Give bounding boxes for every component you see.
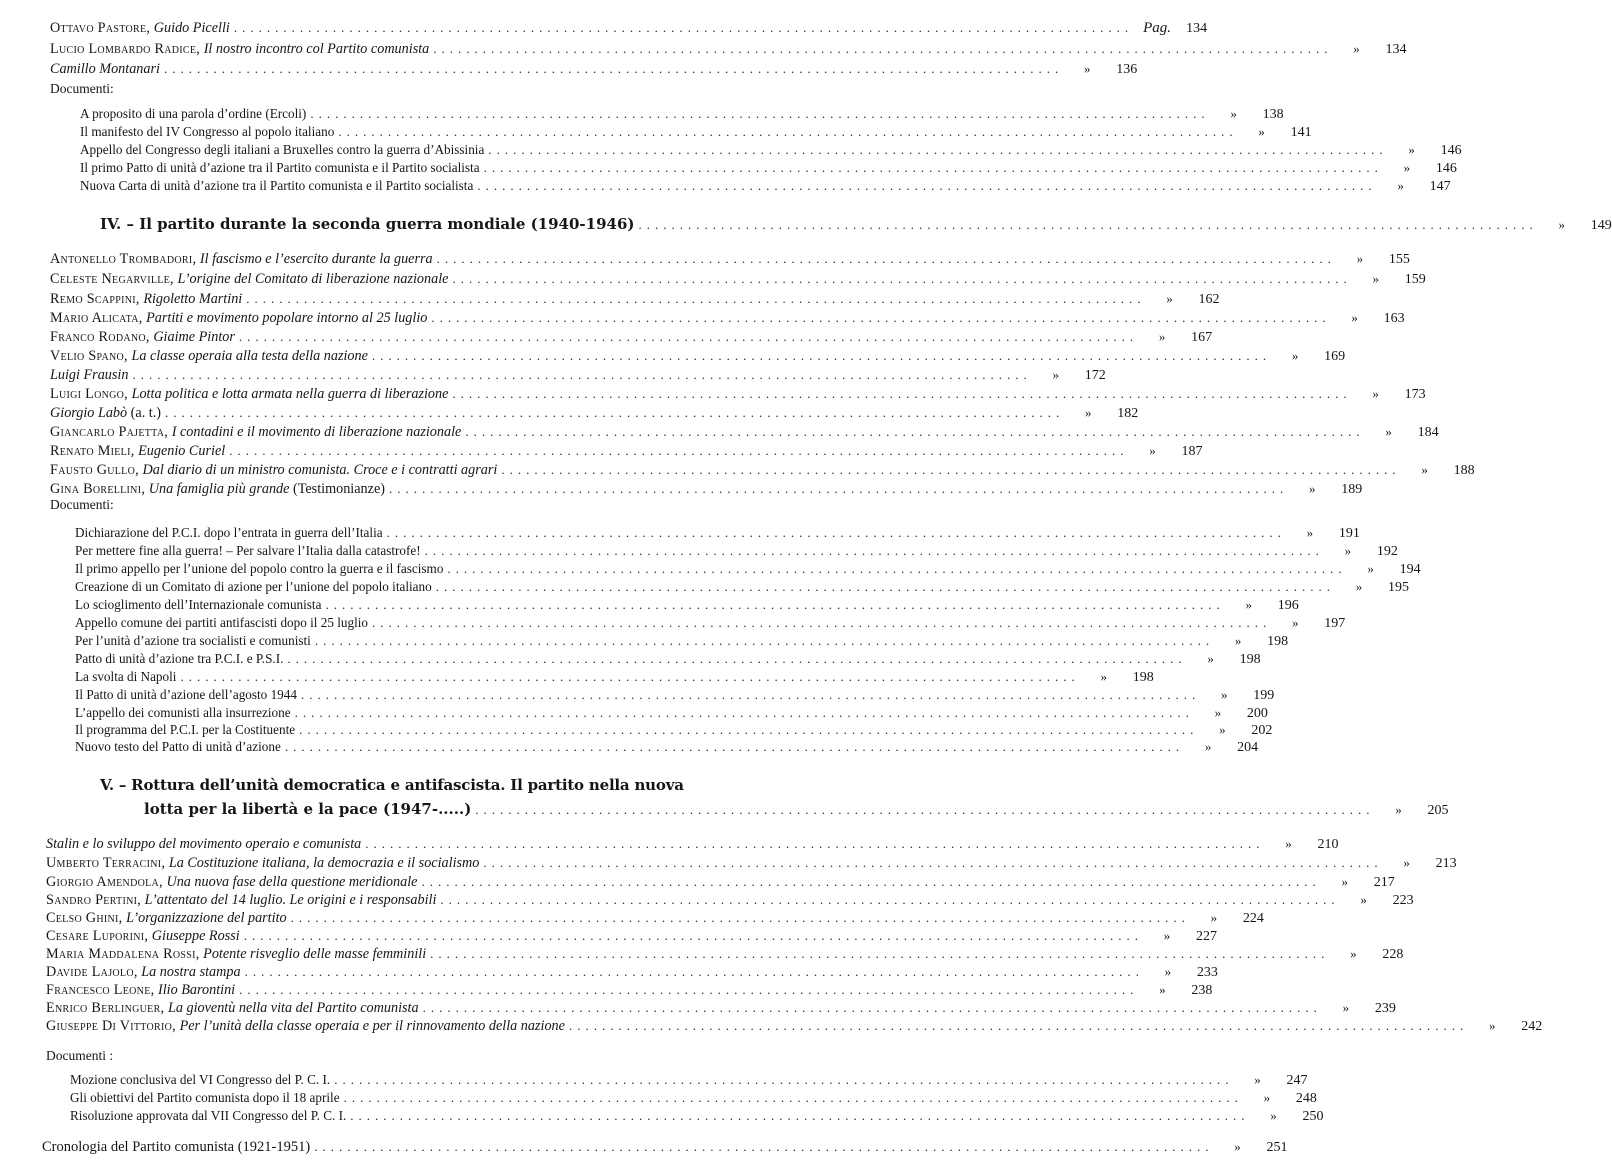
leader-dots: ............................................................................................................. (430, 946, 1330, 961)
entry-title: Luigi Frausin (50, 367, 129, 383)
document-title: Appello del Congresso degli italiani a Bruxelles contro la guerra d’Abissinia (80, 142, 485, 157)
entry-author: Maria Maddalena Rossi, (46, 946, 200, 962)
entry-page: 189 (1341, 482, 1363, 497)
leader-dots: ............................................................................................................. (284, 739, 1185, 754)
ditto-mark: » (1344, 543, 1352, 558)
document-page: 191 (1338, 526, 1360, 541)
entry-title: L’organizzazione del partito (126, 910, 287, 926)
entry-title: I contadini e il movimento di liberazione nazionale (171, 424, 462, 440)
document-entry (75, 560, 1421, 578)
ditto-mark: » (1403, 160, 1411, 175)
toc-entry (46, 909, 1264, 927)
leader-dots: ............................................................................................................. (440, 892, 1340, 907)
entry-page: 134 (1186, 21, 1208, 36)
entry-page: 217 (1373, 875, 1395, 890)
toc-entry (50, 250, 1410, 268)
ditto-mark: » (1360, 892, 1367, 907)
entry-page: 223 (1392, 893, 1414, 908)
documenti-label: Documenti : (46, 1048, 114, 1063)
leader-dots: ............................................................................................................. (483, 160, 1383, 175)
entry-title: La Costituzione italiana, la democrazia e il socialismo (168, 855, 480, 871)
section-heading-v-line2 (144, 798, 1449, 820)
toc-entry (50, 309, 1405, 327)
ditto-mark: » (1204, 739, 1212, 754)
entry-page: 136 (1116, 62, 1138, 77)
document-page: 138 (1262, 107, 1284, 122)
chronology-entry (42, 1138, 1288, 1156)
entry-author: Celeste Negarville, (50, 271, 174, 287)
entry-author: Luigi Longo, (50, 386, 129, 402)
document-entry (80, 105, 1284, 123)
entry-title: Una famiglia più grande (148, 481, 290, 497)
document-entry (75, 542, 1398, 560)
ditto-mark: » (1163, 928, 1171, 943)
document-title: Risoluzione approvata dal VII Congresso del P. C. I. (70, 1108, 347, 1123)
ditto-mark: » (1210, 910, 1218, 925)
entry-author: Sandro Pertini, (46, 892, 142, 908)
entry-page: 239 (1374, 1001, 1396, 1016)
entry-author: Umberto Terracini, (46, 855, 166, 871)
entry-author: Celso Ghini, (46, 910, 123, 926)
entry-title: Stalin e lo sviluppo del movimento operaio e comunista (46, 836, 362, 852)
entry-title: Per l’unità della classe operaia e per il rinnovamento della nazione (179, 1018, 565, 1034)
entry-page: 169 (1324, 349, 1346, 364)
document-page: 200 (1246, 706, 1268, 721)
ditto-mark: » (1245, 597, 1252, 612)
document-title: Patto di unità d’azione tra P.C.I. e P.S.I. (75, 651, 284, 666)
ditto-mark: » (1342, 1000, 1350, 1015)
document-title: Il Patto di unità d’azione dell’agosto 1944 (75, 687, 297, 702)
ditto-mark: » (1292, 615, 1299, 630)
toc-entry (50, 290, 1220, 308)
toc-entry (50, 385, 1426, 403)
toc-entry (50, 328, 1213, 346)
ditto-mark: » (1367, 561, 1374, 576)
page-label: Pag. (1143, 20, 1172, 36)
ditto-mark: » (1285, 836, 1292, 851)
ditto-mark: » (1385, 424, 1392, 439)
ditto-mark: » (1085, 405, 1092, 420)
document-title: Lo scioglimento dell’Internazionale comunista (75, 597, 322, 612)
ditto-mark: » (1052, 367, 1059, 382)
document-entry (80, 141, 1462, 159)
ditto-mark: » (1488, 1018, 1496, 1033)
document-title: Creazione di un Comitato di azione per l’unione del popolo italiano (75, 579, 432, 594)
entry-author: Mario Alicata, (50, 310, 143, 326)
entry-title: L’origine del Comitato di liberazione nazionale (177, 271, 449, 287)
leader-dots: ............................................................................................................. (431, 310, 1331, 325)
document-entry (75, 668, 1154, 686)
toc-entry (50, 347, 1346, 365)
leader-dots: ............................................................................................................. (300, 687, 1201, 702)
document-title: L’appello dei comunisti alla insurrezione (75, 705, 291, 720)
leader-dots: ............................................................................................................. (325, 597, 1225, 612)
document-page: 141 (1290, 125, 1312, 140)
entry-title: La gioventù nella vita del Partito comunista (167, 1000, 419, 1016)
entry-note: (Testimonianze) (292, 481, 385, 497)
document-title: Il manifesto del IV Congresso al popolo italiano (80, 124, 335, 139)
entry-page: 172 (1084, 368, 1106, 383)
document-entry (70, 1107, 1324, 1125)
entry-title: Lotta politica e lotta armata nella guerra di liberazione (131, 386, 449, 402)
leader-dots: ............................................................................................................. (243, 928, 1143, 943)
document-page: 146 (1435, 161, 1457, 176)
ditto-mark: » (1403, 855, 1410, 870)
ditto-mark: » (1356, 251, 1364, 266)
ditto-mark: » (1166, 291, 1173, 306)
document-page: 196 (1277, 598, 1299, 613)
document-page: 194 (1399, 562, 1421, 577)
leader-dots: ............................................................................................................. (447, 561, 1347, 576)
section-page: 149 (1590, 218, 1612, 233)
document-title: La svolta di Napoli (75, 669, 177, 684)
ditto-mark: » (1100, 669, 1107, 684)
toc-entry (46, 835, 1339, 853)
entry-page: 173 (1404, 387, 1426, 402)
leader-dots: ............................................................................................................. (475, 802, 1375, 817)
entry-title: Partiti e movimento popolare intorno al 25 luglio (146, 310, 428, 326)
entry-title: La nostra stampa (141, 964, 241, 980)
document-page: 247 (1286, 1073, 1308, 1088)
leader-dots: ............................................................................................................. (310, 106, 1210, 121)
ditto-mark: » (1149, 443, 1156, 458)
leader-dots: ............................................................................................................. (132, 367, 1032, 382)
toc-entry (50, 480, 1363, 498)
leader-dots: ............................................................................................................. (436, 251, 1336, 266)
leader-dots: ............................................................................................................. (372, 615, 1272, 630)
leader-dots: ............................................................................................................. (371, 348, 1272, 363)
section-title: lotta per la libertà e la pace (1947-.....) (144, 800, 472, 818)
ditto-mark: » (1306, 525, 1314, 540)
leader-dots: ............................................................................................................. (233, 20, 1134, 35)
entry-author: Giorgio Amendola, (46, 874, 163, 890)
entry-page: 187 (1181, 444, 1203, 459)
ditto-mark: » (1395, 802, 1402, 817)
entry-author: Fausto Gullo, (50, 462, 139, 478)
ditto-mark: » (1164, 964, 1172, 979)
document-page: 198 (1267, 634, 1289, 649)
document-page: 198 (1132, 670, 1154, 685)
toc-entry (50, 270, 1426, 288)
document-page: 199 (1253, 688, 1275, 703)
toc-entry (50, 366, 1106, 384)
entry-title: Eugenio Curiel (138, 443, 226, 459)
document-title: Dichiarazione del P.C.I. dopo l’entrata in guerra dell’Italia (75, 525, 383, 540)
section-title: IV. – Il partito durante la seconda guerra mondiale (1940-1946) (100, 215, 635, 233)
document-entry (75, 632, 1289, 650)
leader-dots: ............................................................................................................. (290, 910, 1190, 925)
leader-dots: ............................................................................................................. (287, 651, 1187, 666)
entry-page: 210 (1317, 837, 1339, 852)
document-entry (75, 738, 1259, 756)
ditto-mark: » (1159, 982, 1166, 997)
toc-entry (50, 19, 1208, 37)
leader-dots: ............................................................................................................. (488, 142, 1388, 157)
toc-entry (46, 981, 1213, 999)
toc-entry (46, 891, 1414, 909)
entry-title: Ilio Barontini (158, 982, 236, 998)
toc-entry (46, 945, 1404, 963)
entry-title: Giorgio Labò (50, 405, 128, 421)
document-entry (75, 721, 1273, 739)
leader-dots: ............................................................................................................. (314, 1139, 1214, 1154)
entry-page: 242 (1521, 1019, 1543, 1034)
entry-page: 233 (1196, 965, 1218, 980)
ditto-mark: » (1158, 329, 1166, 344)
entry-page: 224 (1242, 911, 1264, 926)
ditto-mark: » (1408, 142, 1415, 157)
leader-dots: ............................................................................................................. (365, 836, 1265, 851)
entry-author: Velio Spano, (50, 348, 128, 364)
ditto-mark: » (1353, 41, 1360, 56)
chronology-title: Cronologia del Partito comunista (1921-1951) (42, 1139, 311, 1155)
entry-title: L’attentato del 14 luglio. Le origini e i responsabili (144, 892, 437, 908)
ditto-mark: » (1270, 1108, 1277, 1123)
document-title: Il programma del P.C.I. per la Costituente (75, 722, 296, 737)
entry-page: 159 (1404, 272, 1426, 287)
ditto-mark: » (1397, 178, 1404, 193)
leader-dots: ............................................................................................................. (246, 291, 1146, 306)
entry-title: Camillo Montanari (50, 61, 160, 77)
ditto-mark: » (1372, 271, 1379, 286)
document-title: A proposito di una parola d’ordine (Ercoli) (80, 106, 307, 121)
entry-title: Il nostro incontro col Partito comunista (203, 41, 430, 57)
leader-dots: ............................................................................................................. (452, 386, 1352, 401)
entry-title: Una nuova fase della questione meridionale (166, 874, 418, 890)
documenti-label: Documenti: (50, 81, 114, 96)
leader-dots: ............................................................................................................. (299, 722, 1199, 737)
toc-entry (46, 963, 1218, 981)
document-page: 147 (1429, 179, 1451, 194)
leader-dots: ............................................................................................................. (421, 874, 1321, 889)
document-entry (75, 524, 1360, 542)
ditto-mark: » (1351, 310, 1358, 325)
entry-page: 238 (1191, 983, 1213, 998)
ditto-mark: » (1558, 217, 1565, 232)
toc-entry (46, 999, 1396, 1017)
ditto-mark: » (1355, 579, 1363, 594)
ditto-mark: » (1230, 106, 1237, 121)
entry-author: Cesare Luporini, (46, 928, 149, 944)
section-heading-v-line1: V. – Rottura dell’unità democratica e antifascista. Il partito nella nuova (100, 776, 684, 794)
leader-dots: ............................................................................................................. (386, 525, 1286, 540)
entry-author: Lucio Lombardo Radice, (50, 41, 201, 57)
document-title: Per mettere fine alla guerra! – Per salvare l’Italia dalla catastrofe! (75, 543, 421, 558)
ditto-mark: » (1207, 651, 1214, 666)
document-page: 195 (1387, 580, 1409, 595)
document-entry (80, 159, 1457, 177)
document-entry (75, 650, 1261, 668)
entry-title: Potente risveglio delle masse femminili (203, 946, 427, 962)
ditto-mark: » (1341, 874, 1348, 889)
entry-page: 134 (1385, 42, 1407, 57)
entry-title: Giuseppe Rossi (151, 928, 240, 944)
leader-dots: ............................................................................................................. (465, 424, 1365, 439)
ditto-mark: » (1234, 633, 1242, 648)
document-entry (70, 1071, 1308, 1089)
toc-entry (50, 423, 1439, 441)
entry-title: Giaime Pintor (153, 329, 235, 345)
entry-author: Enrico Berlinguer, (46, 1000, 165, 1016)
chronology-page: 251 (1266, 1140, 1288, 1155)
entry-page: 162 (1198, 292, 1220, 307)
ditto-mark: » (1421, 462, 1428, 477)
ditto-mark: » (1372, 386, 1379, 401)
documenti-label: Documenti: (50, 497, 114, 512)
toc-entry (46, 854, 1457, 872)
entry-author: Francesco Leone, (46, 982, 155, 998)
document-title: Nuovo testo del Patto di unità d’azione (75, 739, 281, 754)
leader-dots: ............................................................................................................. (343, 1090, 1243, 1105)
document-title: Nuova Carta di unità d’azione tra il Partito comunista e il Partito socialista (80, 178, 474, 193)
entry-page: 188 (1453, 463, 1475, 478)
leader-dots: ............................................................................................................. (229, 443, 1129, 458)
leader-dots: ............................................................................................................. (239, 982, 1139, 997)
entry-author: Renato Mieli, (50, 443, 135, 459)
leader-dots: ............................................................................................................. (165, 405, 1065, 420)
ditto-mark: » (1308, 481, 1316, 496)
document-page: 202 (1251, 723, 1273, 738)
entry-page: 184 (1417, 425, 1439, 440)
document-page: 192 (1376, 544, 1398, 559)
entry-page: 155 (1388, 252, 1410, 267)
document-entry (75, 704, 1268, 722)
document-entry (80, 123, 1312, 141)
document-entry (75, 596, 1299, 614)
entry-author: Giancarlo Pajetta, (50, 424, 169, 440)
document-entry (75, 686, 1275, 704)
entry-title: Rigoletto Martini (143, 291, 243, 307)
leader-dots: ............................................................................................................. (238, 329, 1139, 344)
document-title: Il primo Patto di unità d’azione tra il Partito comunista e il Partito socialista (80, 160, 480, 175)
entry-author: Remo Scappini, (50, 291, 140, 307)
ditto-mark: » (1083, 61, 1091, 76)
toc-entry (50, 60, 1138, 78)
entry-author: Ottavo Pastore, (50, 20, 151, 36)
entry-page: 182 (1117, 406, 1139, 421)
document-entry (80, 177, 1451, 195)
document-page: 197 (1324, 616, 1346, 631)
ditto-mark: » (1214, 705, 1222, 720)
section-page: 205 (1427, 803, 1449, 818)
ditto-mark: » (1258, 124, 1265, 139)
document-entry (70, 1089, 1317, 1107)
entry-author: Gina Borellini, (50, 481, 146, 497)
document-page: 204 (1237, 740, 1259, 755)
ditto-mark: » (1219, 722, 1226, 737)
entry-title: La classe operaia alla testa della nazione (131, 348, 368, 364)
document-page: 250 (1302, 1109, 1324, 1124)
toc-entry (50, 442, 1203, 460)
leader-dots: ............................................................................................................. (483, 855, 1383, 870)
ditto-mark: » (1254, 1072, 1261, 1087)
entry-page: 227 (1195, 929, 1217, 944)
leader-dots: ............................................................................................................. (435, 579, 1335, 594)
leader-dots: ............................................................................................................. (350, 1108, 1250, 1123)
document-title: Gli obiettivi del Partito comunista dopo il 18 aprile (70, 1090, 340, 1105)
entry-title: Il fascismo e l’esercito durante la guerra (199, 251, 433, 267)
leader-dots: ............................................................................................................. (424, 543, 1324, 558)
leader-dots: ............................................................................................................. (638, 217, 1538, 232)
document-title: Appello comune dei partiti antifascisti dopo il 25 luglio (75, 615, 369, 630)
leader-dots: ............................................................................................................. (334, 1072, 1234, 1087)
document-page: 248 (1295, 1091, 1317, 1106)
ditto-mark: » (1263, 1090, 1271, 1105)
document-page: 146 (1440, 143, 1462, 158)
leader-dots: ............................................................................................................. (388, 481, 1289, 496)
toc-entry (50, 404, 1139, 422)
document-title: Per l’unità d’azione tra socialisti e comunisti (75, 633, 311, 648)
leader-dots: ............................................................................................................. (568, 1018, 1469, 1033)
leader-dots: ............................................................................................................. (244, 964, 1144, 979)
ditto-mark: » (1220, 687, 1228, 702)
document-entry (75, 578, 1409, 596)
leader-dots: ............................................................................................................. (338, 124, 1238, 139)
entry-title: Guido Picelli (153, 20, 230, 36)
leader-dots: ............................................................................................................. (452, 271, 1352, 286)
leader-dots: ............................................................................................................. (163, 61, 1064, 76)
ditto-mark: » (1291, 348, 1299, 363)
document-title: Mozione conclusiva del VI Congresso del P. C. I. (70, 1072, 331, 1087)
toc-entry (46, 927, 1217, 945)
toc-entry (46, 1017, 1543, 1035)
entry-title: Dal diario di un ministro comunista. Croce e i contratti agrari (142, 462, 498, 478)
entry-page: 167 (1191, 330, 1213, 345)
entry-author: Antonello Trombadori, (50, 251, 197, 267)
section-heading-iv (100, 213, 1612, 235)
leader-dots: ............................................................................................................. (180, 669, 1080, 684)
toc-entry (46, 873, 1395, 891)
toc-entry (50, 461, 1475, 479)
entry-page: 163 (1383, 311, 1405, 326)
entry-author: Franco Rodano, (50, 329, 150, 345)
leader-dots: ............................................................................................................. (433, 41, 1333, 56)
toc-entry (50, 40, 1407, 58)
document-page: 198 (1239, 652, 1261, 667)
leader-dots: ............................................................................................................. (314, 633, 1215, 648)
leader-dots: ............................................................................................................. (422, 1000, 1322, 1015)
entry-page: 228 (1382, 947, 1404, 962)
leader-dots: ............................................................................................................. (477, 178, 1377, 193)
document-title: Il primo appello per l’unione del popolo contro la guerra e il fascismo (75, 561, 444, 576)
entry-author: Davide Lajolo, (46, 964, 138, 980)
ditto-mark: » (1234, 1139, 1241, 1154)
document-entry (75, 614, 1346, 632)
leader-dots: ............................................................................................................. (501, 462, 1401, 477)
entry-note: (a. t.) (130, 405, 162, 421)
ditto-mark: » (1350, 946, 1357, 961)
entry-page: 213 (1435, 856, 1457, 871)
leader-dots: ............................................................................................................. (294, 705, 1194, 720)
entry-author: Giuseppe Di Vittorio, (46, 1018, 177, 1034)
